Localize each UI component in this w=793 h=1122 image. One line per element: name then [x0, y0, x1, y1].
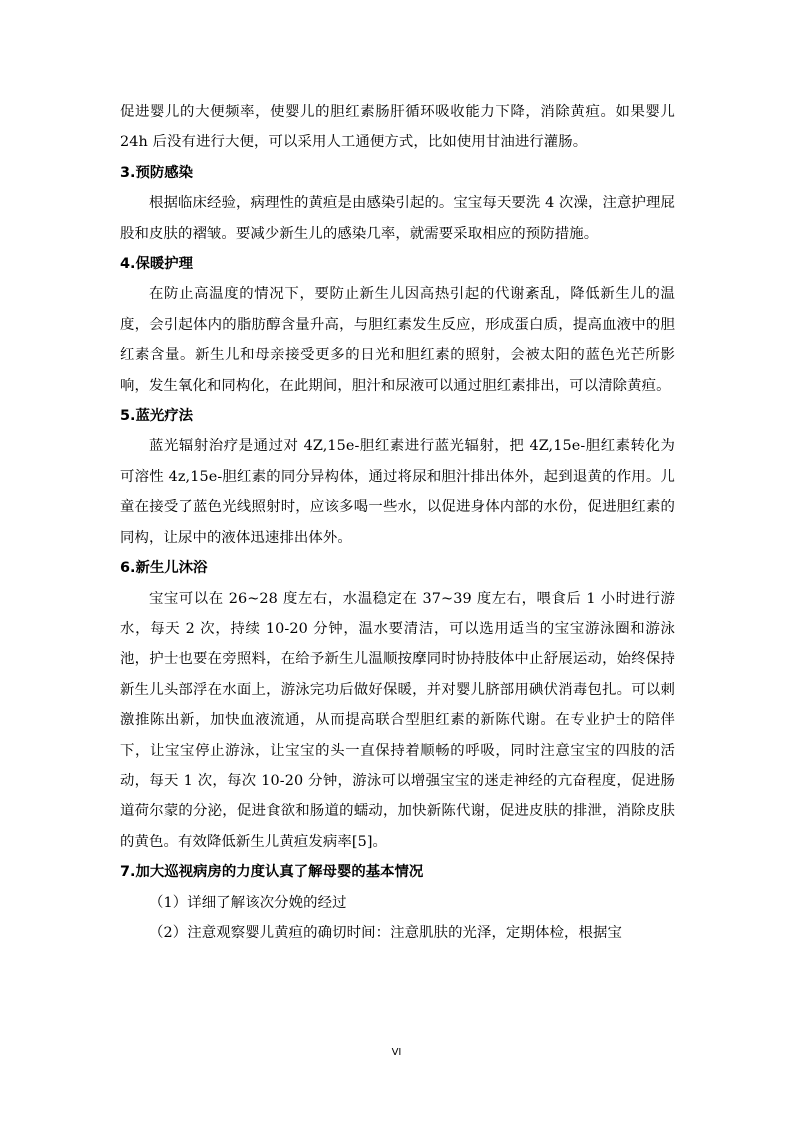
paragraph-1: 促进婴儿的大便频率，使婴儿的胆红素肠肝循环吸收能力下降，消除黄疸。如果婴儿 24h 后没有进行大便，可以采用人工通便方式，比如使用甘油进行灌肠。	[120, 104, 675, 151]
list-item-2: （2）注意观察婴儿黄疸的确切时间：注意肌肤的光泽，定期体检，根据宝	[149, 924, 622, 941]
heading-warmth-care: 4.保暖护理	[120, 256, 194, 273]
paragraph-4: 蓝光辐射治疗是通过对 4Z,15e-胆红素进行蓝光辐射，把 4Z,15e-胆红素转化为可溶性 4z,15e-胆红素的同分异构体，通过将尿和胆汁排出体外，起到退黄的作用。儿童在接受了蓝色光线照射时，应该多喝一些水，以促进身体内部的水份，促进胆红素的同构，让尿中的液体迅速排出体外。	[120, 438, 675, 546]
paragraph-2: 根据临床经验，病理性的黄疸是由感染引起的。宝宝每天要洗 4 次澡，注意护理屁股和皮肤的褶皱。要减少新生儿的感染几率，就需要采取相应的预防措施。	[120, 195, 675, 242]
heading-blue-light-therapy: 5.蓝光疗法	[120, 408, 194, 425]
paragraph-5: 宝宝可以在 26~28 度左右，水温稳定在 37~39 度左右，喂食后 1 小时进行游水，每天 2 次，持续 10-20 分钟，温水要清洁，可以选用适当的宝宝游泳圈和游泳池，护士也要在旁照料，在给予新生儿温顺按摩同时协持肢体中止舒展运动，始终保持新生儿头部浮在水面上，游泳完功后做好保暖，并对婴儿脐部用碘伏消毒包扎。可以刺激推陈出新，加快血液流通，从而提高联合型胆红素的新陈代谢。在专业护士的陪伴下，让宝宝停止游泳，让宝宝的头一直保持着顺畅的呼吸，同时注意宝宝的四肢的活动，每天 1 次，每次 10-20 分钟，游泳可以增强宝宝的迷走神经的亢奋程度，促进肠道荷尔蒙的分泌，促进食欲和肠道的蠕动，加快新陈代谢，促进皮肤的排泄，消除皮肤的黄色。有效降低新生儿黄疸发病率[5]。	[120, 590, 675, 850]
list-item-1: （1）详细了解该次分娩的经过	[149, 894, 347, 911]
paragraph-3: 在防止高温度的情况下，要防止新生儿因高热引起的代谢紊乱，降低新生儿的温度，会引起体内的脂肪醇含量升高，与胆红素发生反应，形成蛋白质，提高血液中的胆红素含量。新生儿和母亲接受更多的日光和胆红素的照射，会被太阳的蓝色光芒所影响，发生氧化和同构化，在此期间，胆汁和尿液可以通过胆红素排出，可以清除黄疸。	[120, 286, 675, 394]
page-number: VI	[391, 1047, 402, 1058]
document-body	[120, 97, 675, 948]
heading-prevent-infection: 3.预防感染	[120, 164, 194, 181]
heading-newborn-bathing: 6.新生儿沐浴	[120, 560, 208, 577]
heading-ward-inspection: 7.加大巡视病房的力度认真了解母婴的基本情况	[120, 864, 424, 881]
